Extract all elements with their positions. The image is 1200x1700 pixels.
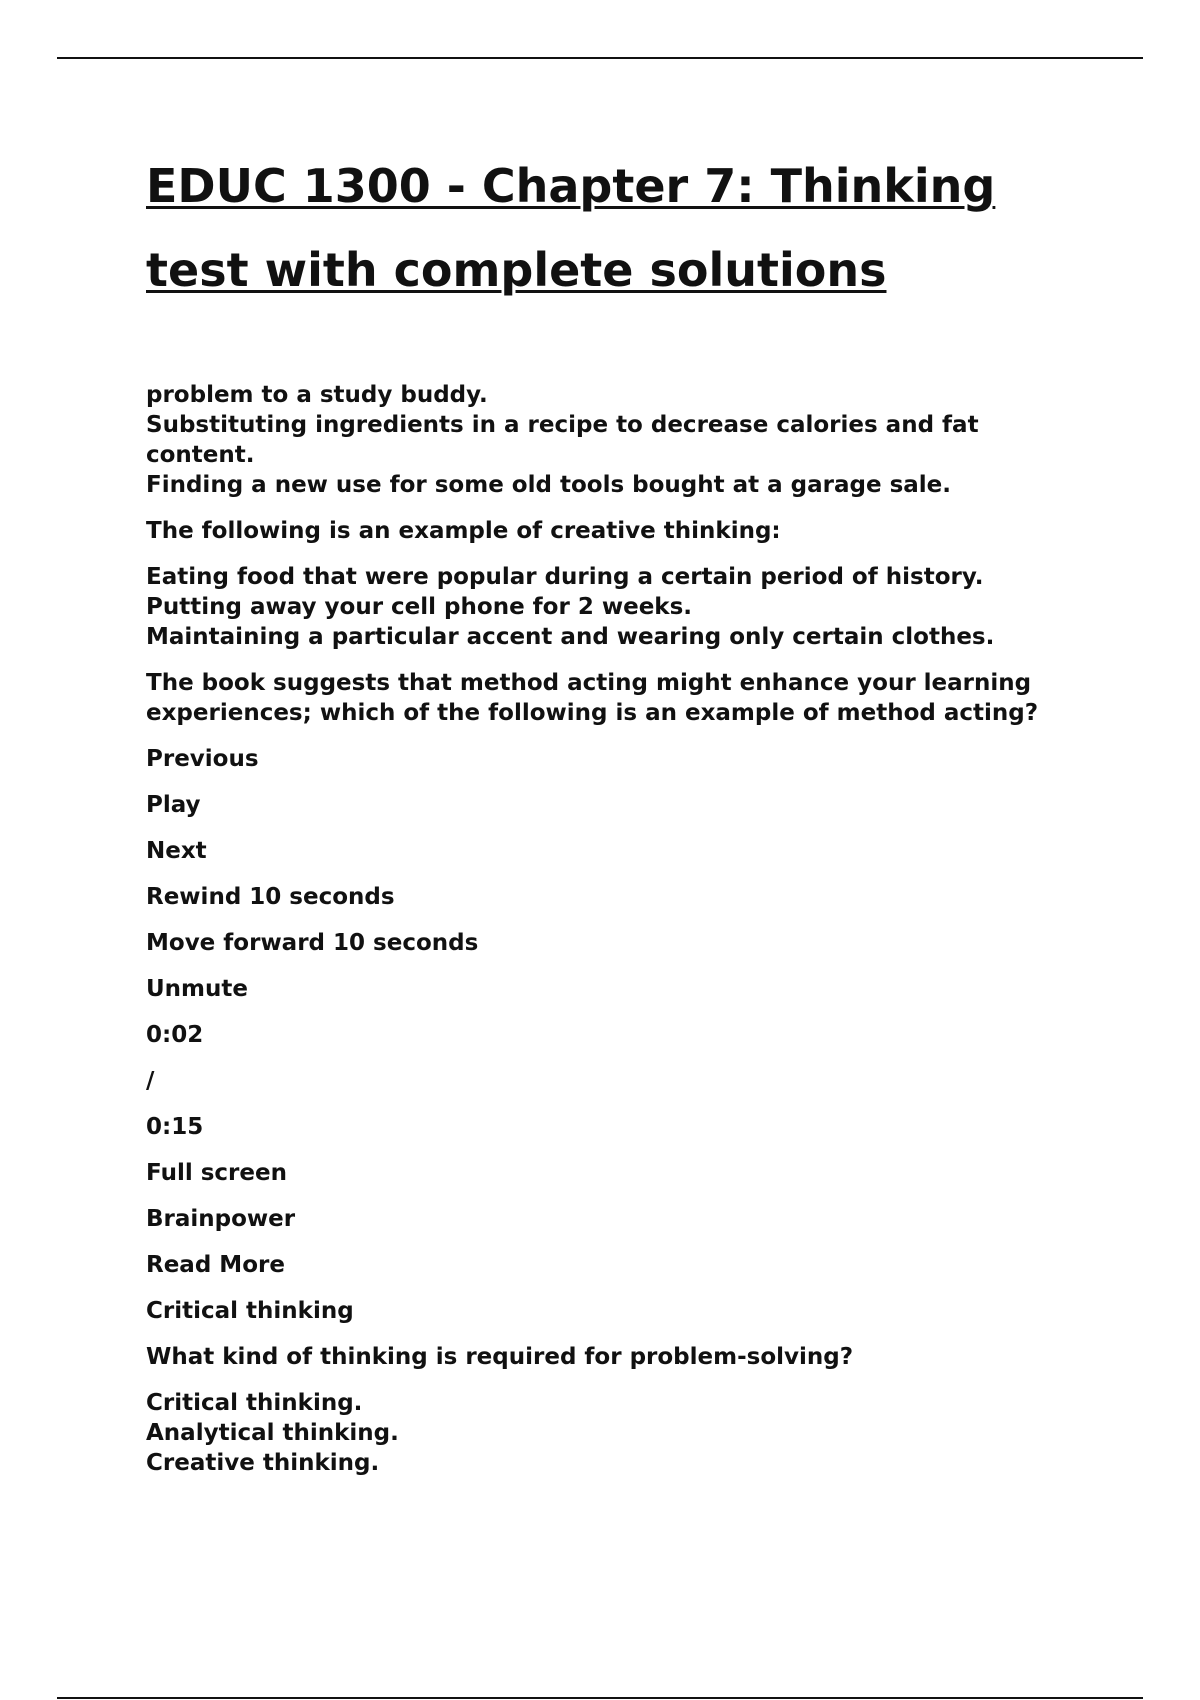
answer-option: Creative thinking. [146,1450,380,1476]
answer-options-3 [146,1388,1106,1478]
document-content [146,144,1106,1494]
title-line-1: EDUC 1300 - Chapter 7: Thinking [146,159,996,213]
question-line: experiences; which of the following is an example of method acting? [146,700,1039,726]
question-method-acting [146,668,1106,728]
answer-option: Finding a new use for some old tools bought at a garage sale. [146,472,952,498]
document-body [146,380,1106,1478]
play-button[interactable]: Play [146,792,201,818]
answer-option: Maintaining a particular accent and wearing only certain clothes. [146,624,995,650]
answer-option: Putting away your cell phone for 2 weeks. [146,594,693,620]
bottom-rule [57,1697,1143,1699]
previous-button[interactable]: Previous [146,746,259,772]
document-title [146,144,1106,312]
question-creative-thinking: The following is an example of creative thinking: [146,518,781,544]
answer-option: Eating food that were popular during a certain period of history. [146,564,984,590]
rewind-button[interactable]: Rewind 10 seconds [146,884,395,910]
question-problem-solving: What kind of thinking is required for problem-solving? [146,1344,854,1370]
answer-options-2 [146,562,1106,652]
duration: 0:15 [146,1114,204,1140]
top-rule [57,57,1143,59]
answer-option: Critical thinking. [146,1390,363,1416]
answer-critical-thinking: Critical thinking [146,1298,354,1324]
unmute-button[interactable]: Unmute [146,976,248,1002]
next-button[interactable]: Next [146,838,207,864]
current-time: 0:02 [146,1022,204,1048]
forward-button[interactable]: Move forward 10 seconds [146,930,479,956]
time-separator: / [146,1068,155,1094]
answer-option: Analytical thinking. [146,1420,399,1446]
question-line: The book suggests that method acting might enhance your learning [146,670,1032,696]
title-line-2: test with complete solutions [146,243,887,297]
answer-option: Substituting ingredients in a recipe to decrease calories and fat [146,412,979,438]
fullscreen-button[interactable]: Full screen [146,1160,287,1186]
brainpower-label: Brainpower [146,1206,296,1232]
answer-option: content. [146,442,255,468]
answer-option: problem to a study buddy. [146,382,488,408]
read-more-link[interactable]: Read More [146,1252,285,1278]
answer-options-1 [146,380,1106,500]
